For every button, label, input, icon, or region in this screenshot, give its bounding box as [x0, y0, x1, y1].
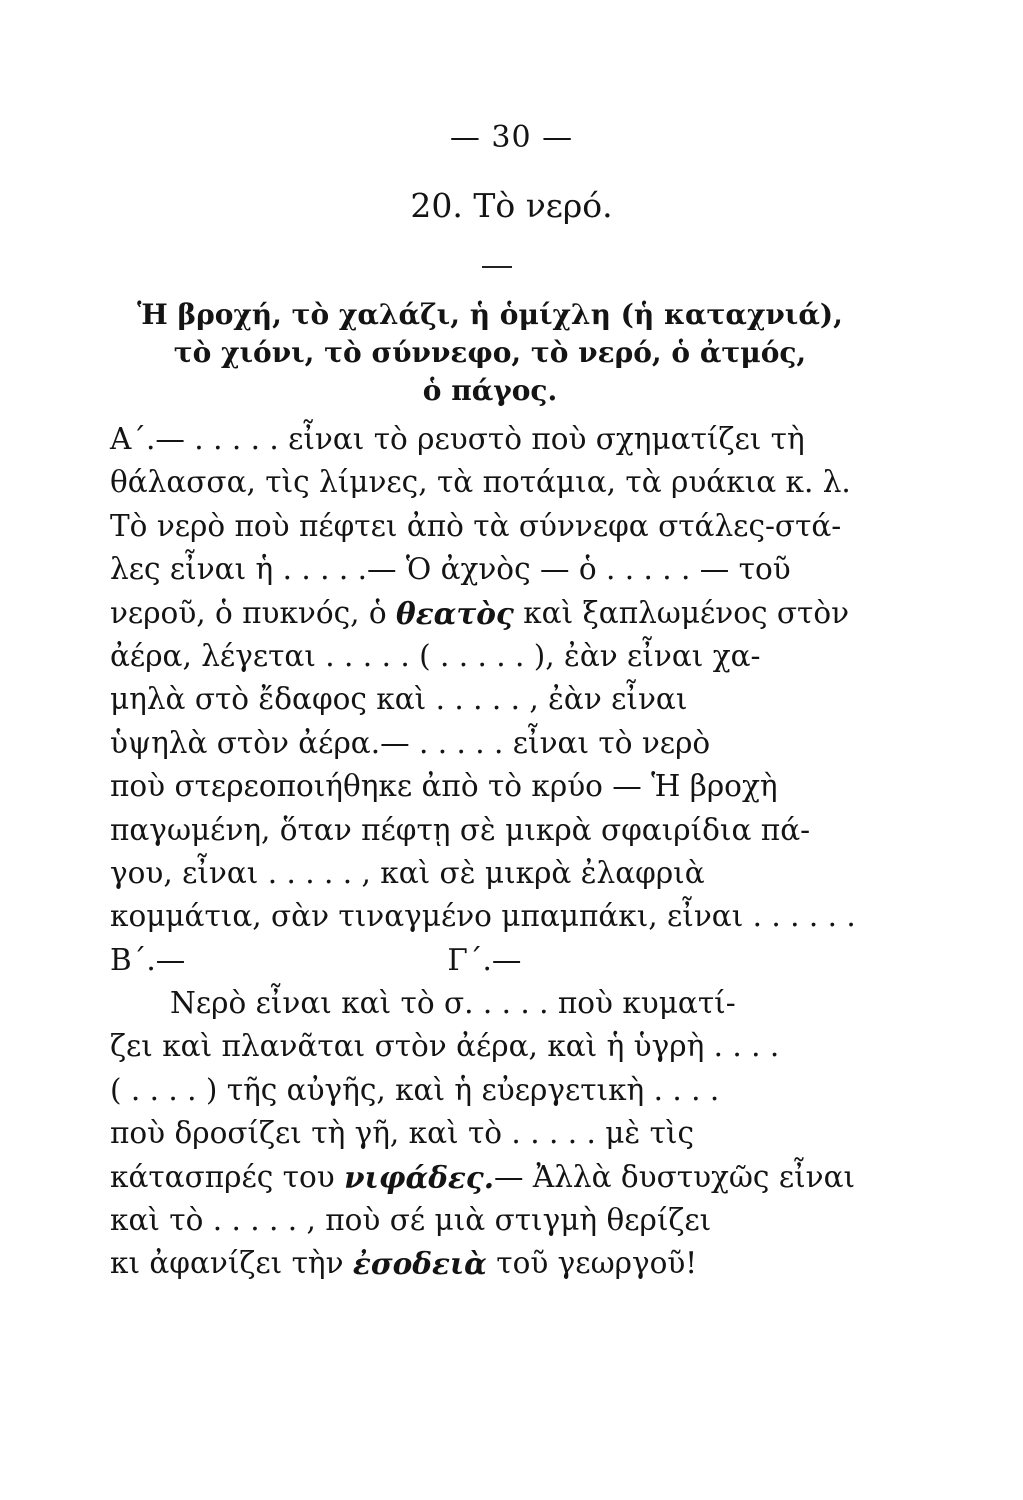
text-line-content: θάλασσα, τὶς λίμνες, τὰ ποτάμια, τὰ ρυάκια κ. λ.: [110, 465, 851, 500]
text-line: [110, 1199, 878, 1242]
text-line-content: ζει καὶ πλανᾶται στὸν ἀέρα, καὶ ἡ ὑγρὴ . . . .: [110, 1029, 780, 1064]
section-marker-b: Β΄.—: [110, 942, 186, 977]
text-line-content: ἀέρα, λέγεται . . . . . ( . . . . . ), ἐὰν εἶναι χα-: [110, 638, 761, 673]
text-line-content: Τὸ νερὸ ποὺ πέφτει ἀπὸ τὰ σύννεφα στάλες-στά-: [110, 508, 842, 543]
text-line: [110, 982, 878, 1025]
page-number: — 30 —: [449, 120, 574, 155]
text-line-content: ὑψηλὰ στὸν ἀέρα.— . . . . . εἶναι τὸ νερὸ: [110, 725, 711, 760]
emphasized-word: νιφάδες.: [344, 1159, 495, 1195]
text-line-content: λες εἶναι ἡ . . . . .— Ὁ ἀχνὸς — ὁ . . . . . — τοῦ: [110, 552, 791, 587]
vocabulary-list: [100, 296, 880, 410]
text-line: [110, 1069, 878, 1112]
text-line-content: γου, εἶναι . . . . . , καὶ σὲ μικρὰ ἐλαφριὰ: [110, 855, 705, 890]
text-line-content: ( . . . . ) τῆς αὐγῆς, καὶ ἡ εὐεργετικὴ . . . .: [110, 1072, 720, 1107]
text-line: [110, 722, 878, 765]
text-line: [110, 548, 878, 591]
text-line: [110, 1242, 878, 1285]
text-line: [110, 852, 878, 895]
text-line-content: παγωμένη, ὅταν πέφτῃ σὲ μικρὰ σφαιρίδια πά-: [110, 812, 811, 847]
text-line-content: τοῦ γεωργοῦ!: [496, 1246, 698, 1281]
text-line: [110, 418, 878, 461]
text-line: [110, 678, 878, 721]
chapter-title: 20. Τὸ νερό.: [410, 186, 613, 225]
text-line: [110, 765, 878, 808]
text-line-content: νεροῦ, ὁ πυκνός, ὁ: [110, 595, 387, 630]
text-line-content: κάτασπρές του: [110, 1159, 335, 1194]
text-line: [110, 1025, 878, 1068]
text-line-content: ποὺ στερεοποιήθηκε ἀπὸ τὸ κρύο — Ἡ βροχὴ: [110, 769, 778, 804]
text-line-content: ποὺ δροσίζει τὴ γῆ, καὶ τὸ . . . . . μὲ τὶς: [110, 1116, 694, 1151]
text-line-content: καὶ ξαπλωμένος στὸν: [523, 595, 850, 630]
text-line-content: Α΄.— . . . . . εἶναι τὸ ρευστὸ ποὺ σχηματίζει τὴ: [110, 422, 805, 456]
text-line: [110, 461, 878, 504]
text-line-content: — Ἀλλὰ δυστυχῶς εἶναι: [494, 1159, 856, 1194]
emphasized-word: θεατὸς: [396, 595, 514, 631]
text-line: [110, 592, 878, 635]
text-line-content: καὶ τὸ . . . . . , ποὺ σέ μιὰ στιγμὴ θερίζει: [110, 1203, 712, 1238]
text-line-content: Νερὸ εἶναι καὶ τὸ σ. . . . . ποὺ κυματί-: [170, 986, 736, 1021]
text-line: [110, 809, 878, 852]
vocabulary-line: Ἡ βροχή, τὸ χαλάζι, ἡ ὁμίχλη (ἡ καταχνιά),: [137, 298, 843, 331]
text-line-content: μηλὰ στὸ ἔδαφος καὶ . . . . . , ἐὰν εἶναι: [110, 682, 688, 717]
text-line: [110, 895, 878, 938]
vocabulary-line: ὁ πάγος.: [422, 374, 558, 407]
section-marker-g: Γ΄.—: [447, 942, 522, 977]
vocabulary-line: τὸ χιόνι, τὸ σύννεφο, τὸ νερό, ὁ ἀτμός,: [173, 336, 807, 369]
text-line-content: κι ἀφανίζει τὴν: [110, 1246, 344, 1281]
exercise-text: [110, 418, 878, 1286]
text-line: [110, 1112, 878, 1155]
text-line: [110, 505, 878, 548]
title-divider: [482, 266, 512, 268]
text-line: [110, 635, 878, 678]
text-line: [110, 1156, 878, 1199]
emphasized-word: ἐσοδειὰ: [352, 1246, 487, 1282]
text-line: [110, 939, 878, 982]
text-line-content: κομμάτια, σὰν τιναγμένο μπαμπάκι, εἶναι . . . . . .: [110, 899, 856, 934]
